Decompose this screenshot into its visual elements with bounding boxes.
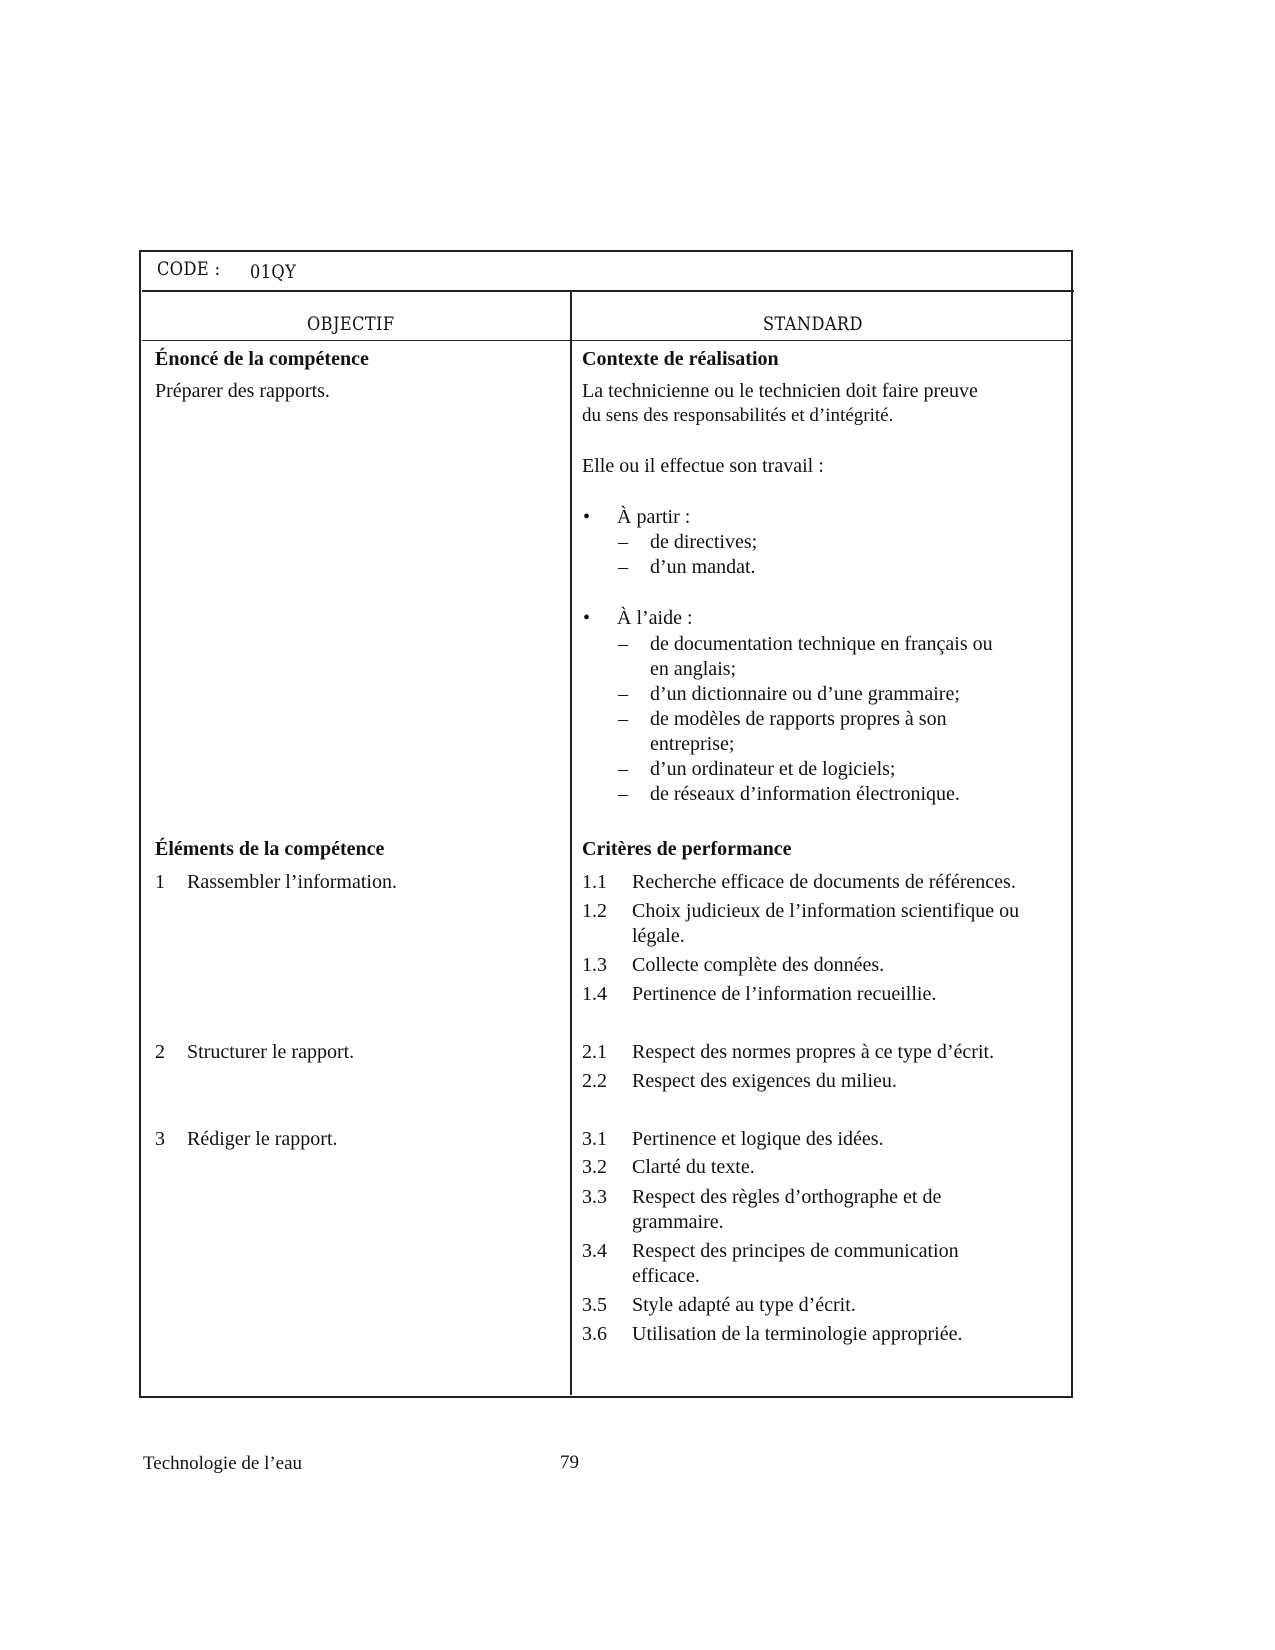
travail-text: Elle ou il effectue son travail : [582,455,824,477]
criterion-text: Respect des exigences du milieu. [632,1070,897,1092]
criterion-num: 3.2 [582,1156,607,1178]
criterion-num: 2.2 [582,1070,607,1092]
enonce-text: Préparer des rapports. [155,380,330,402]
header-standard: STANDARD [763,313,863,335]
footer-title: Technologie de l’eau [143,1453,303,1474]
list-item: de documentation technique en français ou [650,633,993,655]
code-row-divider [142,290,1074,292]
dash-icon: – [618,683,628,705]
column-divider [570,291,572,1395]
dash-icon: – [618,708,628,730]
criterion-text: Pertinence et logique des idées. [632,1128,884,1150]
criterion-text: Style adapté au type d’écrit. [632,1294,856,1316]
enonce-title: Énoncé de la compétence [155,348,369,370]
contexte-line: du sens des responsabilités et d’intégrité. [582,405,894,426]
dash-icon: – [618,783,628,805]
criterion-num: 1.2 [582,900,607,922]
element-text: Rédiger le rapport. [187,1128,338,1150]
criterion-text: légale. [632,925,685,947]
header-row-divider [142,340,1072,341]
dash-icon: – [618,531,628,553]
table-border-top [139,250,1072,252]
dash-icon: – [618,556,628,578]
criterion-text: Utilisation de la terminologie appropriée. [632,1323,963,1345]
criterion-text: Choix judicieux de l’information scientifique ou [632,900,1020,922]
contexte-title: Contexte de réalisation [582,348,779,370]
element-num: 2 [155,1041,165,1063]
list-item: entreprise; [650,733,735,755]
element-num: 1 [155,871,165,893]
criterion-text: Respect des principes de communication [632,1240,959,1262]
criterion-num: 3.6 [582,1323,607,1345]
criterion-num: 1.4 [582,983,607,1005]
list-item: d’un dictionnaire ou d’une grammaire; [650,683,960,705]
list-item: d’un mandat. [650,556,756,578]
criterion-text: Pertinence de l’information recueillie. [632,983,937,1005]
criterion-num: 1.3 [582,954,607,976]
dash-icon: – [618,633,628,655]
bullet-heading: À l’aide : [617,607,693,629]
bullet-heading: À partir : [617,506,691,528]
list-item: de directives; [650,531,758,553]
criterion-num: 3.5 [582,1294,607,1316]
table-border-right [1071,250,1073,1398]
criteres-title: Critères de performance [582,838,792,860]
criterion-text: grammaire. [632,1211,724,1233]
element-text: Rassembler l’information. [187,871,397,893]
criterion-num: 2.1 [582,1041,607,1063]
bullet-icon: • [583,607,591,629]
table-border-left [139,250,141,1398]
criterion-text: efficace. [632,1265,700,1287]
page-number: 79 [560,1452,579,1473]
criterion-num: 1.1 [582,871,607,893]
criterion-num: 3.1 [582,1128,607,1150]
elements-title: Éléments de la compétence [155,838,385,860]
criterion-text: Clarté du texte. [632,1156,755,1178]
list-item: de réseaux d’information électronique. [650,783,960,805]
bullet-icon: • [583,506,591,528]
code-value: 01QY [250,261,297,283]
dash-icon: – [618,758,628,780]
criterion-num: 3.4 [582,1240,607,1262]
criterion-text: Collecte complète des données. [632,954,885,976]
element-text: Structurer le rapport. [187,1041,355,1063]
table-border-bottom [139,1396,1072,1398]
criterion-text: Respect des normes propres à ce type d’écrit. [632,1041,995,1063]
contexte-line: La technicienne ou le technicien doit faire preuve [582,380,978,402]
header-objectif: OBJECTIF [307,313,395,335]
list-item: en anglais; [650,658,737,680]
code-label: CODE : [157,258,221,280]
criterion-num: 3.3 [582,1186,607,1208]
criterion-text: Respect des règles d’orthographe et de [632,1186,942,1208]
criterion-text: Recherche efficace de documents de références. [632,871,1016,893]
element-num: 3 [155,1128,165,1150]
list-item: d’un ordinateur et de logiciels; [650,758,896,780]
list-item: de modèles de rapports propres à son [650,708,947,730]
